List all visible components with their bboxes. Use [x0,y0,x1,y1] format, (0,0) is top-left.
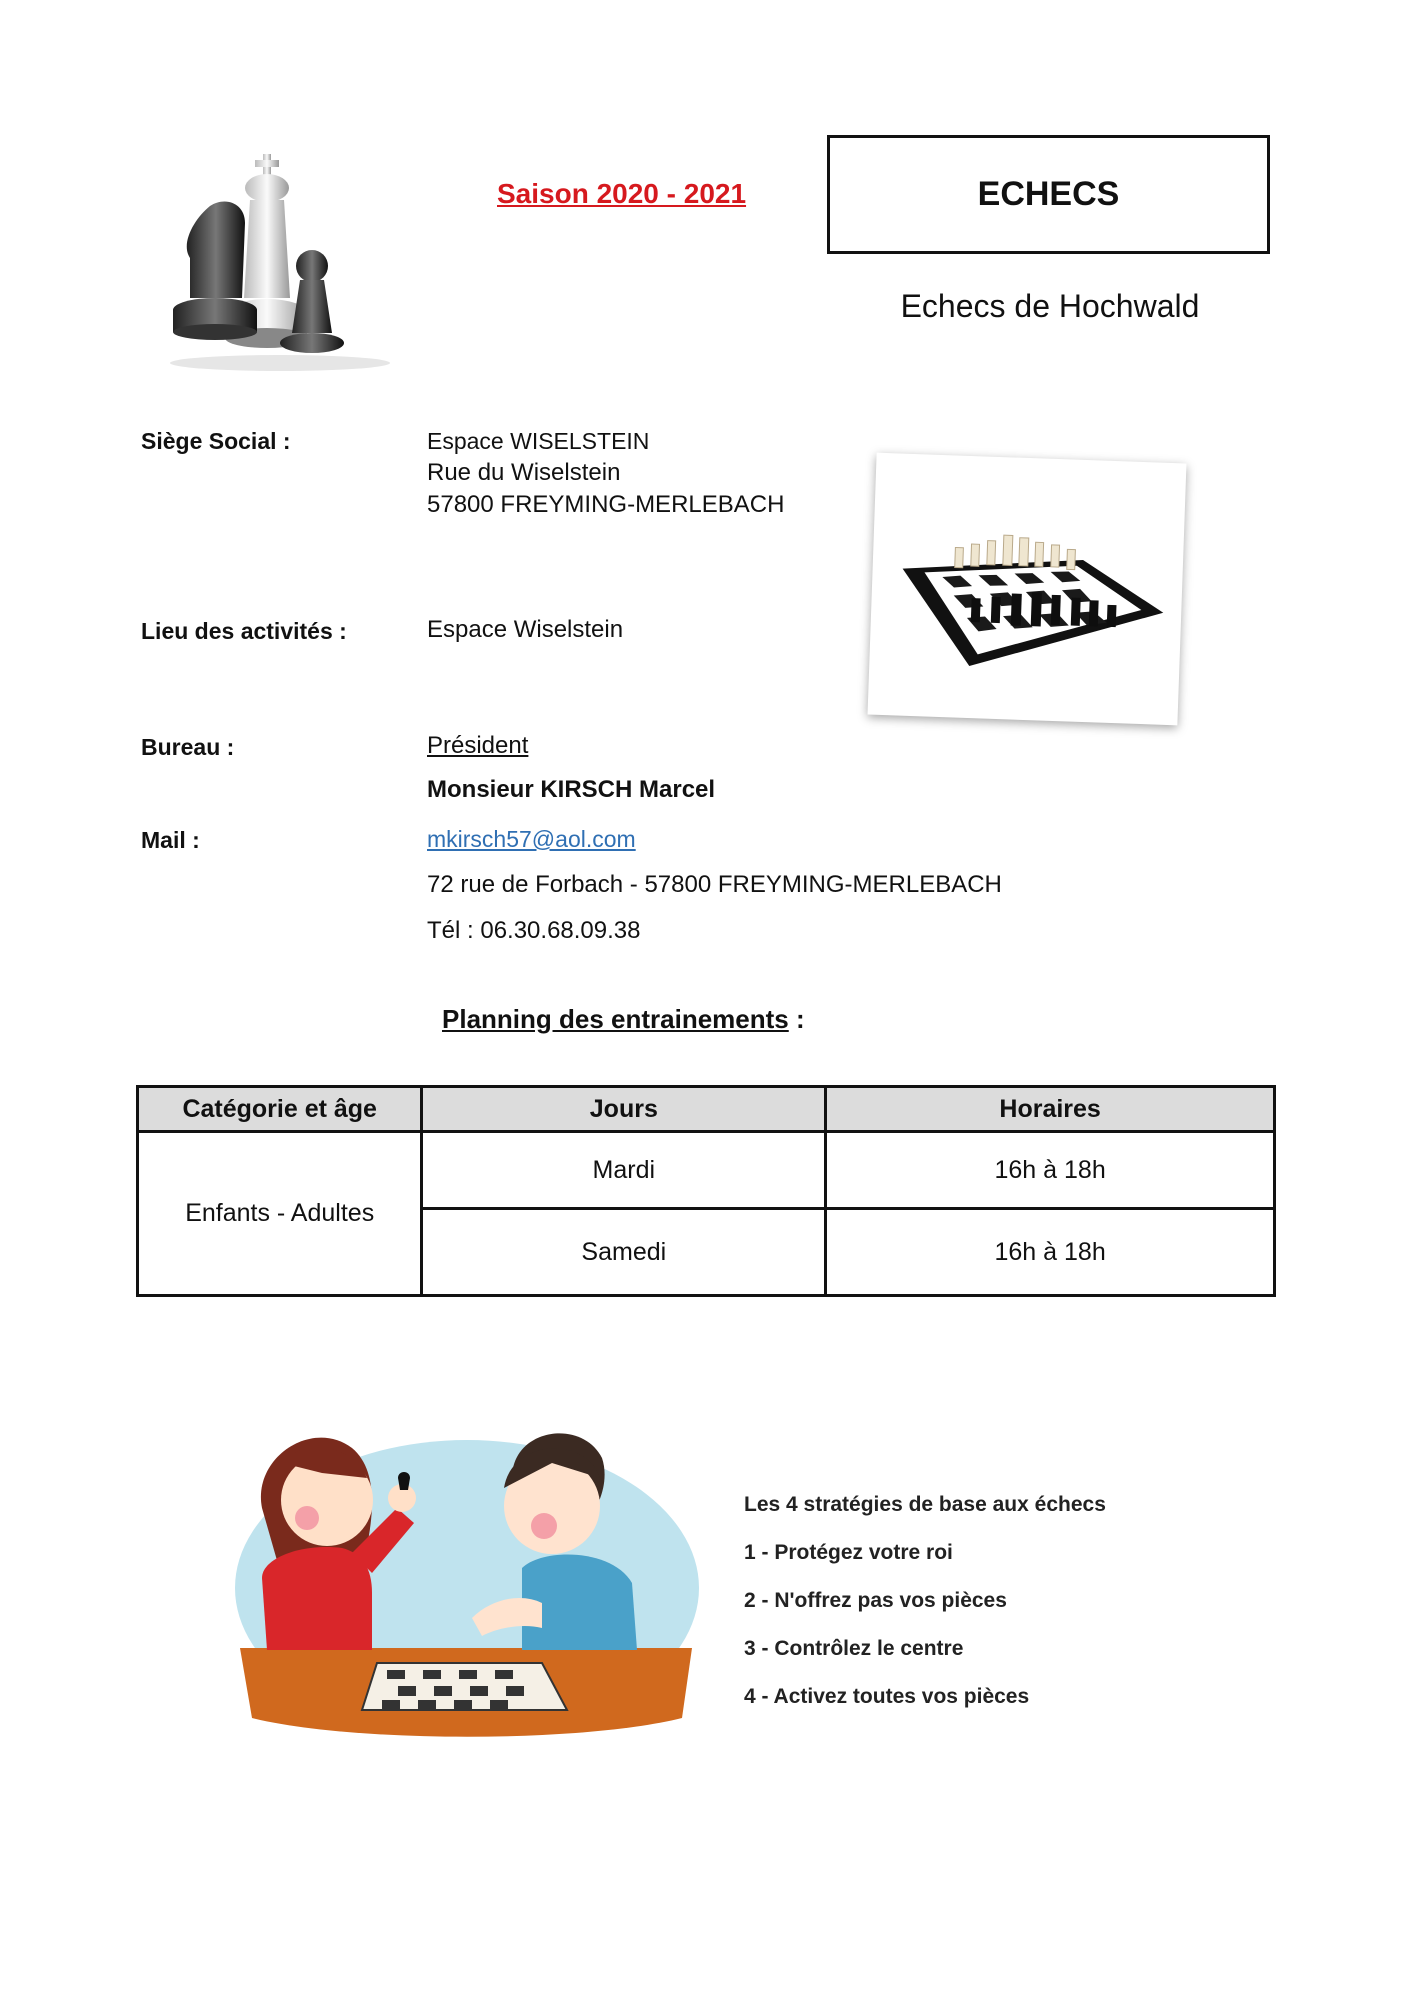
lieu-value: Espace Wiselstein [427,616,624,643]
lieu-label: Lieu des activités : [141,618,347,644]
chessboard-photo [868,453,1187,726]
hours-cell: 16h à 18h [826,1209,1275,1296]
planning-heading [442,1004,805,1035]
header-category: Catégorie et âge [138,1087,422,1132]
header-hours: Horaires [826,1087,1275,1132]
schedule-table [136,1085,1276,1297]
strategies-title: Les 4 stratégies de base aux échecs [744,1493,1106,1516]
strategy-item-2: 2 - N'offrez pas vos pièces [744,1589,1007,1612]
table-row [138,1132,1275,1209]
strategy-item-1: 1 - Protégez votre roi [744,1541,953,1564]
president-label: Président [427,732,529,759]
planning-title: Planning des entrainements [442,1004,789,1034]
email-link[interactable]: mkirsch57@aol.com [427,826,636,852]
strategy-item-3: 3 - Contrôlez le centre [744,1637,964,1660]
chess-pieces-illustration [150,148,400,378]
siege-line3: 57800 FREYMING-MERLEBACH [427,491,785,518]
strategies-list [744,1493,1106,1733]
day-cell: Mardi [422,1132,826,1209]
address-text: 72 rue de Forbach - 57800 FREYMING-MERLEBACH [427,871,1002,898]
siege-label: Siège Social : [141,428,291,454]
president-name: Monsieur KIRSCH Marcel [427,776,716,803]
category-cell: Enfants - Adultes [138,1132,422,1296]
phone-text: Tél : 06.30.68.09.38 [427,917,641,944]
season-title: Saison 2020 - 2021 [497,178,747,209]
planning-colon: : [795,1004,805,1034]
table-header-row [138,1087,1275,1132]
club-name: Echecs de Hochwald [900,288,1200,324]
hours-cell: 16h à 18h [826,1132,1275,1209]
bureau-label: Bureau : [141,734,235,760]
mail-label: Mail : [141,827,200,853]
title-box-text: ECHECS [977,175,1120,213]
siege-line2: Rue du Wiselstein [427,459,621,486]
siege-line1: Espace WISELSTEIN [427,428,650,454]
strategy-item-4: 4 - Activez toutes vos pièces [744,1685,1030,1708]
header-days: Jours [422,1087,826,1132]
title-box [827,135,1270,254]
kids-playing-chess-illustration [222,1418,712,1743]
day-cell: Samedi [422,1209,826,1296]
